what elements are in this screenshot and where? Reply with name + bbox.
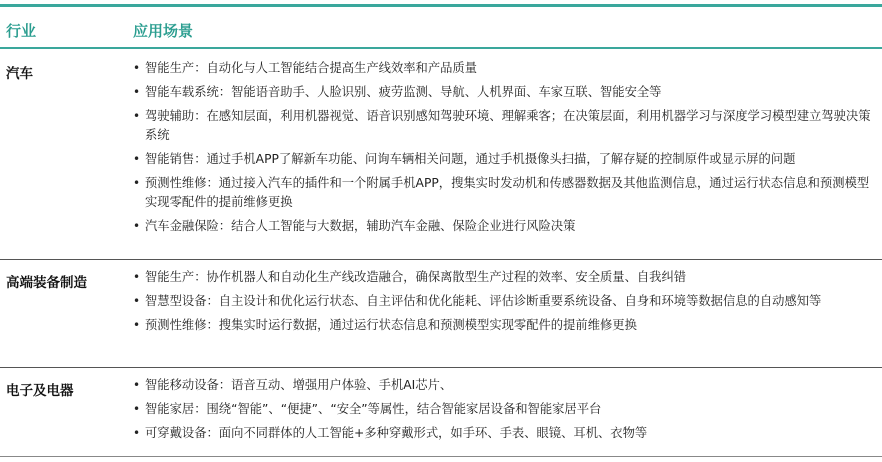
list-item-text: 智能生产：协作机器人和自动化生产线改造融合，确保离散型生产过程的效率、安全质量、自我纠错 — [145, 270, 687, 284]
bullet-icon: • — [133, 176, 141, 190]
list-item-text: 可穿戴设备：面向不同群体的人工智能+多种穿戴形式，如手环、手表、眼镜、耳机、衣物等 — [145, 426, 648, 440]
bottom-rule — [0, 456, 882, 457]
scene-list — [133, 268, 881, 340]
bullet-icon: • — [133, 402, 141, 416]
list-item-text: 智能销售：通过手机APP了解新车功能、问询车辆相关问题，通过手机摄像头扫描，了解存疑的控制原件或显示屏的问题 — [145, 152, 796, 166]
list-item — [133, 376, 881, 395]
bullet-icon: • — [133, 152, 141, 166]
scene-list — [133, 59, 881, 241]
list-item — [133, 83, 881, 102]
table-header — [0, 7, 882, 47]
list-item — [133, 400, 881, 419]
list-item-text: 智能生产：自动化与人工智能结合提高生产线效率和产品质量 — [145, 61, 478, 75]
list-item-text: 预测性维修：通过接入汽车的插件和一个附属手机APP，搜集实时发动机和传感器数据及其他监测信息，通过运行状态信息和预测模型实现零配件的提前维修更换 — [145, 176, 870, 209]
list-item-text: 智能移动设备：语音互动、增强用户体验、手机AI芯片、 — [145, 378, 453, 392]
list-item-text: 预测性维修：搜集实时运行数据，通过运行状态信息和预测模型实现零配件的提前维修更换 — [145, 318, 637, 332]
bullet-icon: • — [133, 85, 141, 99]
scene-list — [133, 376, 881, 448]
bullet-icon: • — [133, 61, 141, 75]
industry-name: 汽车 — [6, 66, 33, 82]
list-item — [133, 424, 881, 443]
bullet-icon: • — [133, 109, 141, 123]
industry-name: 高端装备制造 — [6, 275, 87, 291]
bullet-icon: • — [133, 219, 141, 233]
list-item — [133, 150, 881, 169]
list-item-text: 汽车金融保险：结合人工智能与大数据，辅助汽车金融、保险企业进行风险决策 — [145, 219, 576, 233]
list-item — [133, 107, 881, 145]
section-divider — [0, 367, 882, 368]
bullet-icon: • — [133, 294, 141, 308]
header-scene: 应用场景 — [133, 22, 194, 40]
list-item — [133, 316, 881, 335]
list-item-text: 驾驶辅助：在感知层面，利用机器视觉、语音识别感知驾驶环境、理解乘客；在决策层面，利用机器学习与深度学习模型建立驾驶决策系统 — [145, 109, 871, 142]
bullet-icon: • — [133, 426, 141, 440]
industry-name: 电子及电器 — [6, 383, 74, 399]
header-rule — [0, 47, 882, 49]
bullet-icon: • — [133, 270, 141, 284]
list-item — [133, 174, 881, 212]
list-item-text: 智慧型设备：自主设计和优化运行状态、自主评估和优化能耗、评估诊断重要系统设备、自身和环境等数据信息的自动感知等 — [145, 294, 822, 308]
bullet-icon: • — [133, 318, 141, 332]
section-divider — [0, 259, 882, 260]
list-item — [133, 59, 881, 78]
list-item — [133, 268, 881, 287]
header-industry: 行业 — [6, 22, 37, 40]
list-item-text: 智能车载系统：智能语音助手、人脸识别、疲劳监测、导航、人机界面、车家互联、智能安全等 — [145, 85, 662, 99]
list-item-text: 智能家居：围绕“智能”、“便捷”、“安全”等属性，结合智能家居设备和智能家居平台 — [145, 402, 602, 416]
bullet-icon: • — [133, 378, 141, 392]
list-item — [133, 292, 881, 311]
list-item — [133, 217, 881, 236]
